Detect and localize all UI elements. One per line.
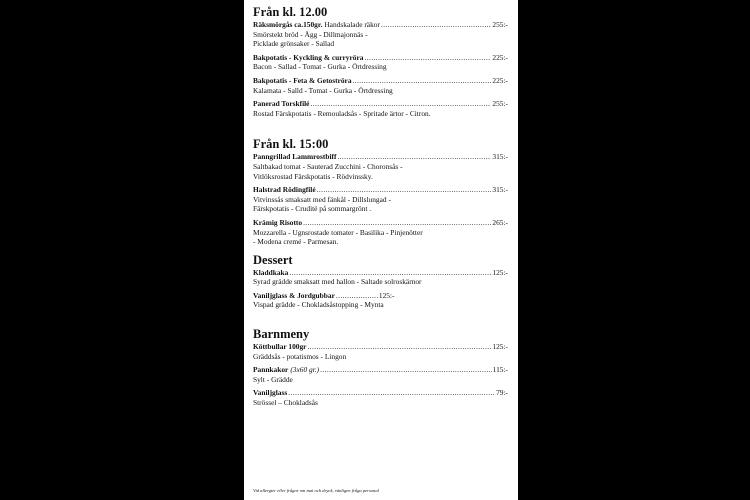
item-desc: - Modena cremé - Parmesan. bbox=[253, 237, 339, 247]
item-price: 265:- bbox=[492, 217, 508, 227]
dot-leader bbox=[289, 268, 491, 278]
menu-item bbox=[253, 388, 508, 407]
item-desc: Picklade grönsaker - Sallad bbox=[253, 39, 335, 49]
item-price: 79:- bbox=[496, 388, 508, 398]
dot-leader bbox=[320, 365, 492, 375]
item-price: 125:- bbox=[492, 267, 508, 277]
menu-item bbox=[253, 152, 508, 181]
dot-leader bbox=[310, 99, 491, 109]
item-desc: Syrad grädde smaksatt med hallon - Saltade solroskärnor bbox=[253, 277, 422, 287]
dot-leader bbox=[337, 152, 491, 162]
item-name: Krämig Risotto bbox=[253, 217, 303, 227]
menu-item bbox=[253, 291, 508, 310]
section-title: Dessert bbox=[253, 252, 293, 267]
item-price: 115:- bbox=[492, 365, 508, 375]
menu-item bbox=[253, 268, 508, 287]
item-desc: Sylt - Grädde bbox=[253, 374, 293, 384]
item-name: Halstrad Rödingfilé bbox=[253, 185, 316, 195]
item-price: 255:- bbox=[492, 20, 508, 29]
item-desc: Vitvinssås smaksatt med fänkål - Dillslungad - bbox=[253, 194, 391, 204]
dot-leader bbox=[317, 185, 492, 195]
item-desc: Kalamata - Salld - Tomat - Gurka - Örtdressing bbox=[253, 85, 393, 95]
item-name: Kladdkaka bbox=[253, 267, 289, 277]
dot-leader bbox=[288, 388, 495, 398]
section-dinner bbox=[253, 137, 508, 246]
menu-item bbox=[253, 218, 508, 247]
menu-item bbox=[253, 99, 508, 118]
item-extra: Handskalade räkor bbox=[324, 20, 380, 29]
dot-leader bbox=[336, 291, 378, 301]
item-name: Köttbullar 100gr bbox=[253, 342, 307, 352]
item-name: Vaniljglass bbox=[253, 388, 288, 398]
menu-item bbox=[253, 365, 508, 384]
menu-item bbox=[253, 53, 508, 72]
item-name: Räksmörgås ca.150gr. bbox=[253, 20, 323, 29]
item-desc: Bacon - Sallad - Tomat - Gurka - Örtdressing bbox=[253, 62, 387, 72]
item-extra: (3x60 gr.) bbox=[290, 365, 320, 375]
item-desc: Vitlöksrostad Färskpotatis - Rödvinssky. bbox=[253, 171, 373, 181]
item-price: 255:- bbox=[492, 99, 508, 109]
menu-item bbox=[253, 342, 508, 361]
allergy-footnote: Vid allergier eller frågor om mat och dryck, vänligen fråga personal bbox=[253, 488, 379, 493]
item-price: 225:- bbox=[492, 52, 508, 62]
item-price: 225:- bbox=[492, 75, 508, 85]
item-price: 125:- bbox=[378, 290, 395, 300]
item-price: 315:- bbox=[492, 152, 508, 162]
item-desc: Vispad grädde - Chokladsåstopping - Mynta bbox=[253, 300, 384, 310]
item-desc: Rostad Färskpotatis - Remouladsås - Spritade ärtor - Citron. bbox=[253, 108, 431, 118]
dot-leader bbox=[364, 53, 491, 63]
section-title: Från kl. 12.00 bbox=[253, 5, 328, 19]
menu-item bbox=[253, 185, 508, 214]
dot-leader bbox=[307, 342, 491, 352]
section-title: Barnmeny bbox=[253, 327, 310, 342]
menu-item bbox=[253, 20, 508, 49]
item-price: 125:- bbox=[492, 342, 508, 352]
item-desc: Saltbakad tomat - Sauterad Zucchini - Choronsås - bbox=[253, 161, 403, 171]
dot-leader bbox=[353, 76, 492, 86]
dot-leader bbox=[381, 20, 491, 30]
item-name: Bakpotatis - Kyckling & curryröra bbox=[253, 52, 364, 62]
item-desc: Mozzarella - Ugnsrostade tomater - Basilika - Pinjenötter bbox=[253, 227, 423, 237]
item-name: Pannkakor bbox=[253, 365, 289, 375]
menu-page bbox=[244, 0, 518, 500]
section-kids bbox=[253, 327, 508, 408]
item-desc: Gräddsås - potatismos - Lingon bbox=[253, 351, 347, 361]
section-title: Från kl. 15:00 bbox=[253, 137, 329, 152]
section-lunch bbox=[253, 5, 508, 118]
item-name: Panerad Torskfilé bbox=[253, 99, 310, 109]
menu-item bbox=[253, 76, 508, 95]
item-desc: Smörstekt bröd - Ägg - Dillmajonnäs - bbox=[253, 29, 368, 39]
item-name: Vaniljglass & Jordgubbar bbox=[253, 290, 335, 300]
item-name: Bakpotatis - Feta & Getoströra bbox=[253, 75, 352, 85]
item-desc: Strössel – Chokladsås bbox=[253, 398, 318, 408]
item-price: 315:- bbox=[492, 185, 508, 195]
item-desc: Färskpotatis - Crudité på sommargrönt . bbox=[253, 204, 372, 214]
item-name: Panngrillad Lammrostbiff bbox=[253, 152, 337, 162]
dot-leader bbox=[303, 218, 491, 228]
section-dessert bbox=[253, 253, 508, 310]
